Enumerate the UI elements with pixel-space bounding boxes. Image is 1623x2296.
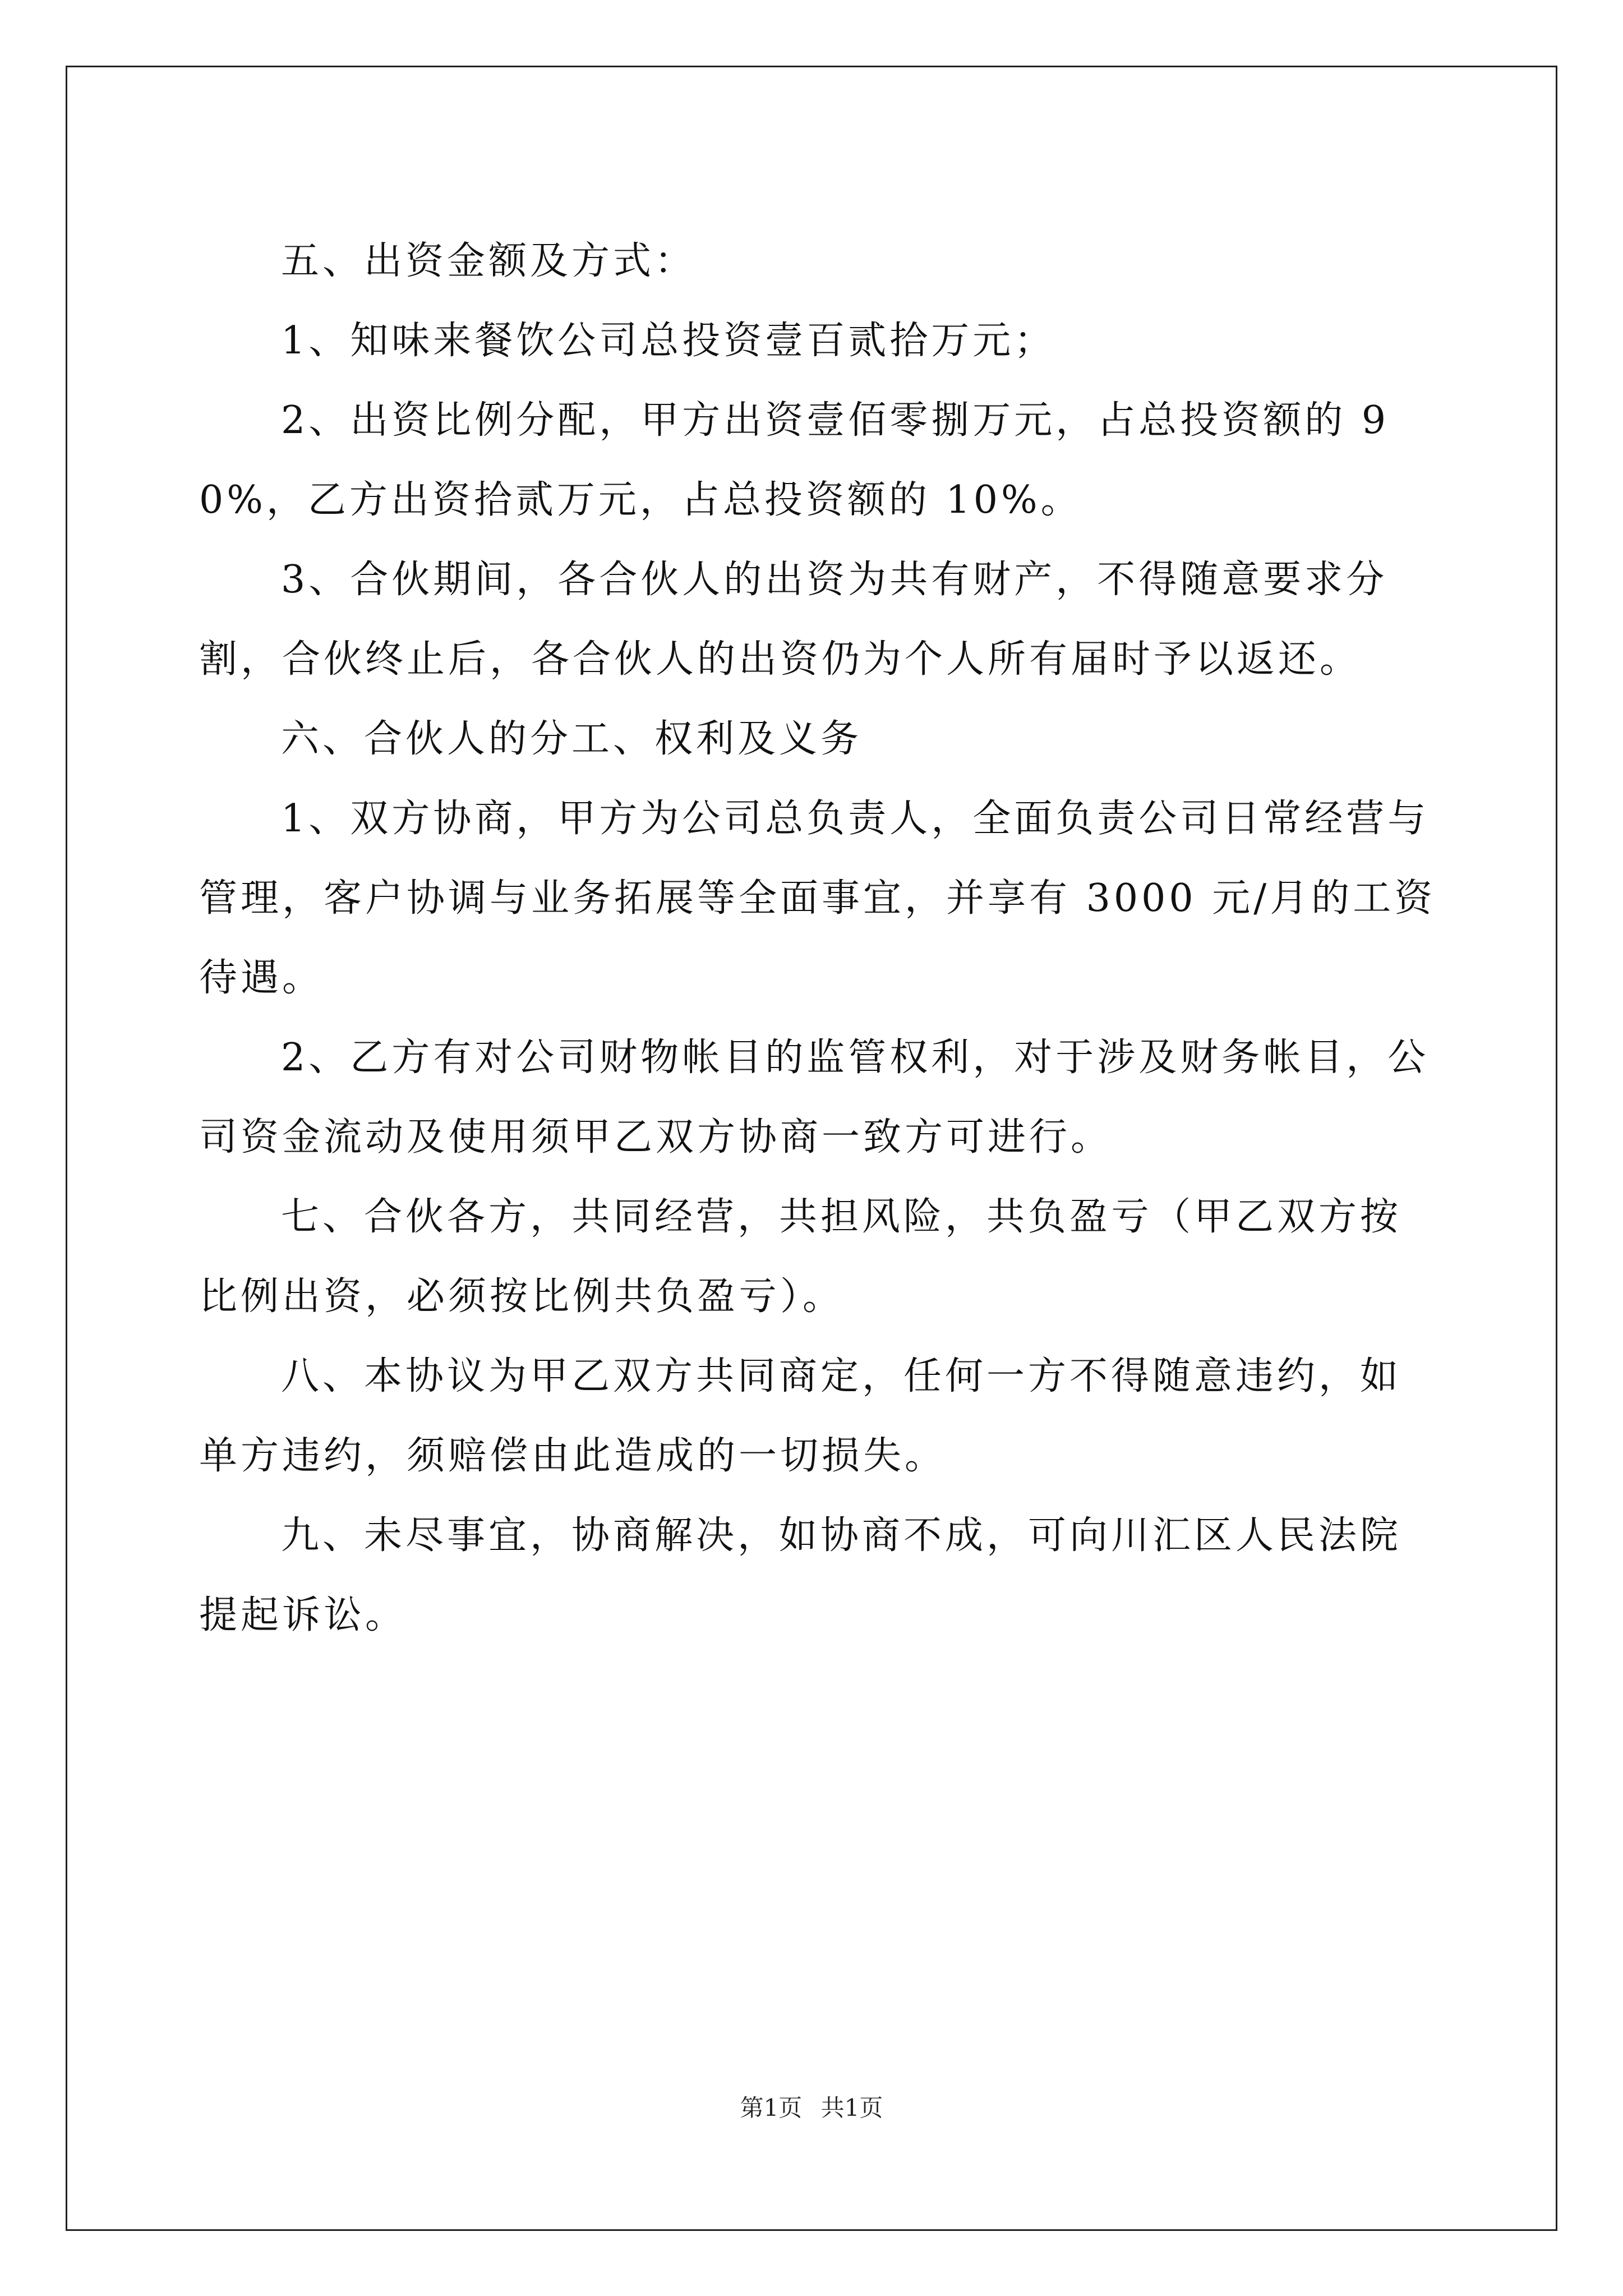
clause-5-1: 1、知味来餐饮公司总投资壹百贰拾万元； <box>281 319 1056 363</box>
document-body <box>199 222 1438 1655</box>
page-number: 第1页 <box>740 2094 803 2122</box>
clause-6-2: 2、乙方有对公司财物帐目的监管权利，对于涉及财务帐目，公司资金流动及使用须甲乙双方协商一致方可进行。 <box>199 1036 1430 1159</box>
clause-5-2: 2、出资比例分配，甲方出资壹佰零捌万元，占总投资额的 90%，乙方出资拾贰万元，占总投资额的 10%。 <box>199 398 1390 522</box>
page-footer <box>0 2090 1623 2123</box>
section-5-heading: 五、出资金额及方式： <box>281 239 697 283</box>
clause-5-3: 3、合伙期间，各合伙人的出资为共有财产，不得随意要求分割，合伙终止后，各合伙人的出资仍为个人所有届时予以返还。 <box>199 558 1388 682</box>
clause-6-1: 1、双方协商，甲方为公司总负责人，全面负责公司日常经营与管理，客户协调与业务拓展等全面事宜，并享有 3000 元/月的工资待遇。 <box>199 797 1436 1000</box>
section-8: 八、本协议为甲乙双方共同商定，任何一方不得随意违约，如单方违约，须赔偿由此造成的一切损失。 <box>199 1354 1402 1478</box>
section-6-heading: 六、合伙人的分工、权利及义务 <box>281 717 863 761</box>
section-7: 七、合伙各方，共同经营，共担风险，共负盈亏（甲乙双方按比例出资，必须按比例共负盈亏）。 <box>199 1195 1402 1319</box>
page-count: 共1页 <box>820 2094 883 2122</box>
section-9: 九、未尽事宜，协商解决，如协商不成，可向川汇区人民法院提起诉讼。 <box>199 1513 1402 1637</box>
